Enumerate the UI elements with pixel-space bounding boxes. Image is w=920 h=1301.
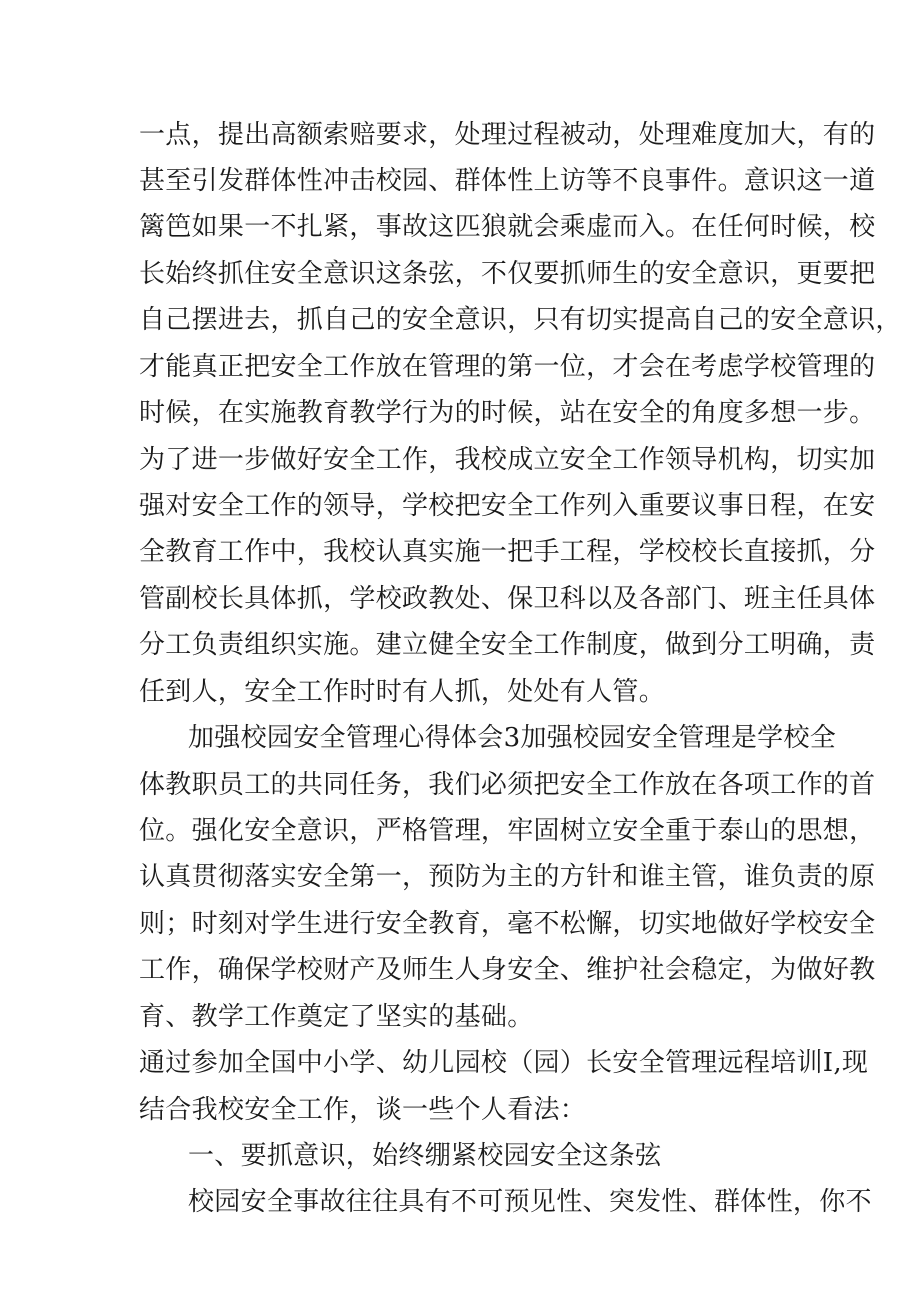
section-heading: 一、要抓意识，始终绷紧校园安全这条弦 xyxy=(188,1141,662,1171)
text-line: 全教育工作中，我校认真实施一把手工程，学校校长直接抓，分 xyxy=(139,537,876,567)
text-line: 任到人，安全工作时时有人抓，处处有人管。 xyxy=(139,677,666,707)
text-line: 校园安全事故往往具有不可预见性、突发性、群体性，你不 xyxy=(188,1187,872,1217)
text-line: 体教职员工的共同任务，我们必须把安全工作放在各项工作的首 xyxy=(139,770,876,800)
text-line: 管副校长具体抓，学校政教处、保卫科以及各部门、班主任具体 xyxy=(139,584,876,614)
text-line: 工作，确保学校财产及师生人身安全、维护社会稳定，为做好教 xyxy=(139,955,876,985)
text-line: 位。强化安全意识，严格管理，牢固树立安全重于泰山的思想， xyxy=(139,816,876,846)
text-line: 自己摆进去，抓自己的安全意识，只有切实提高自己的安全意识， xyxy=(139,305,902,335)
text-line: 才能真正把安全工作放在管理的第一位，才会在考虑学校管理的 xyxy=(139,352,876,382)
text-line: 结合我校安全工作，谈一些个人看法： xyxy=(139,1095,587,1125)
text-line: 加强校园安全管理心得体会3加强校园安全管理是学校全 xyxy=(188,723,837,753)
text-line: 认真贯彻落实安全第一，预防为主的方针和谁主管，谁负责的原 xyxy=(139,862,876,892)
text-line: 育、教学工作奠定了坚实的基础。 xyxy=(139,1002,534,1032)
text-line: 分工负责组织实施。建立健全安全工作制度，做到分工明确，责 xyxy=(139,630,876,660)
text-line: 篱笆如果一不扎紧，事故这匹狼就会乘虚而入。在任何时候，校 xyxy=(139,212,876,242)
text-line: 通过参加全国中小学、幼儿园校（园）长安全管理远程培训I,现 xyxy=(139,1048,869,1078)
text-line: 甚至引发群体性冲击校园、群体性上访等不良事件。意识这一道 xyxy=(139,166,876,196)
text-line: 为了进一步做好安全工作，我校成立安全工作领导机构，切实加 xyxy=(139,445,876,475)
text-line: 则；时刻对学生进行安全教育，毫不松懈，切实地做好学校安全 xyxy=(139,909,876,939)
text-line: 时候，在实施教育教学行为的时候，站在安全的角度多想一步。 xyxy=(139,398,876,428)
text-line: 一点，提出高额索赔要求，处理过程被动，处理难度加大，有的 xyxy=(139,120,876,150)
text-line: 强对安全工作的领导，学校把安全工作列入重要议事日程，在安 xyxy=(139,491,876,521)
text-line: 长始终抓住安全意识这条弦，不仅要抓师生的安全意识，更要把 xyxy=(139,259,876,289)
